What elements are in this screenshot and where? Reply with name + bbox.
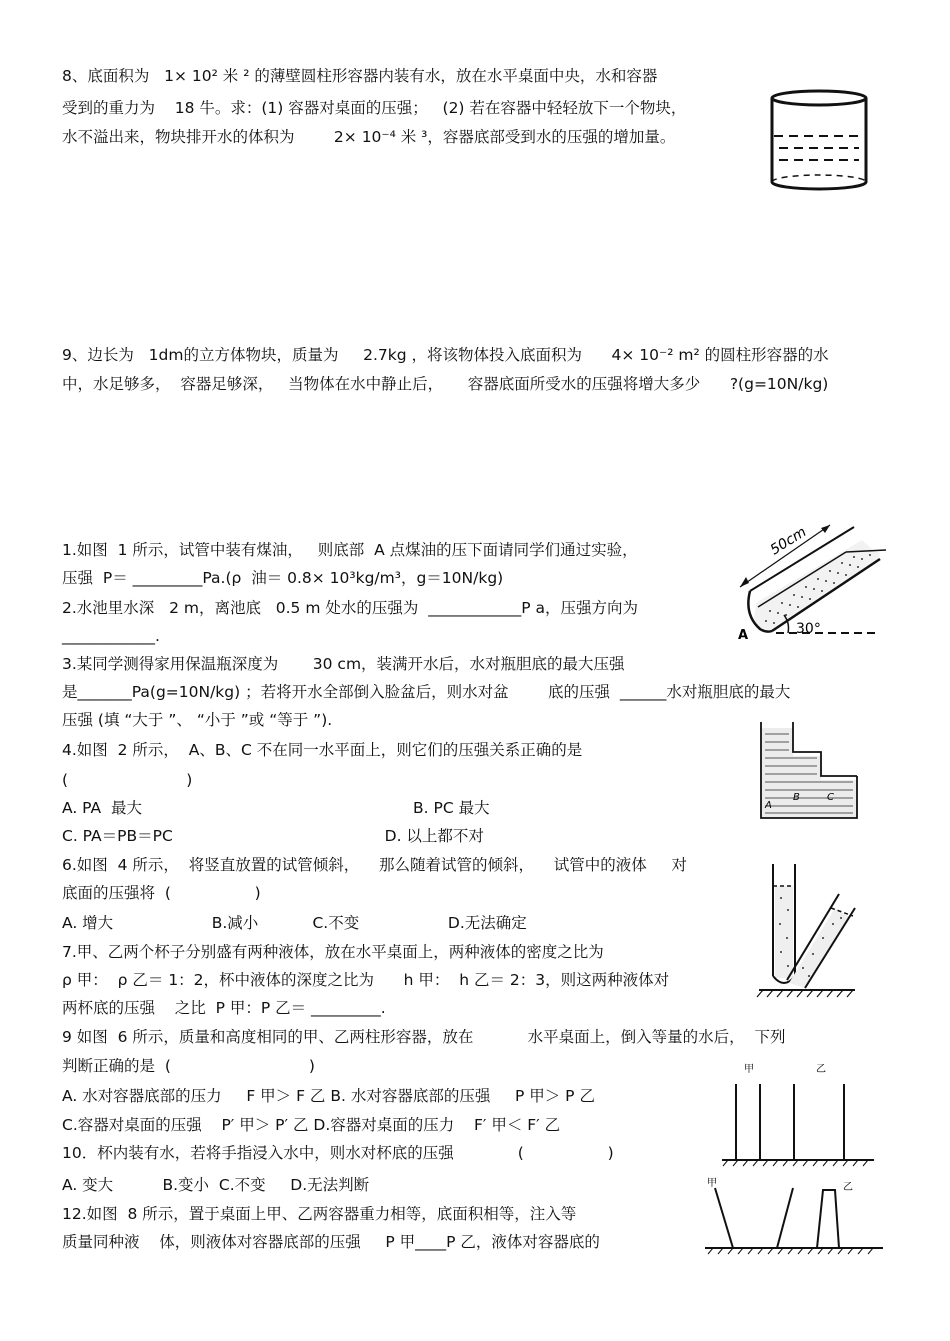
text-line: 压强 P＝ _________Pa.(ρ 油＝ 0.8× 10³kg/m³，g＝10N/kg) [62, 569, 504, 587]
text-line: 2.水池里水深 2 m，离池底 0.5 m 处水的压强为 ____________P a，压强方向为 [62, 599, 638, 617]
text-line: 判断正确的是 ( ) [62, 1057, 315, 1075]
point-a-label: A [765, 800, 772, 811]
text-line: 质量同种液 体，则液体对容器底部的压强 P 甲____P 乙，液体对容器底的 [62, 1233, 600, 1251]
text-line: 是_______Pa(g=10N/kg) ；若将开水全部倒入脸盆后，则水对盆 底的压强 ______水对瓶胆底的最大 [62, 683, 791, 701]
text-line: 水不溢出来，物块排开水的体积为 2× 10⁻⁴ 米 ³，容器底部受到水的压强的增加量。 [62, 128, 676, 146]
text-line: 受到的重力为 18 牛。求：(1) 容器对桌面的压强； (2) 若在容器中轻轻放下一个物块， [62, 99, 687, 117]
text-line: 底面的压强将 ( ) [62, 884, 261, 902]
text-line: A. PA 最大 B. PC 最大 [62, 799, 490, 817]
text-line: 10．杯内装有水，若将手指浸入水中，则水对杯底的压强 ( ) [62, 1144, 614, 1162]
two-cylinders-figure [718, 1058, 878, 1168]
text-line: 8、底面积为 1× 10² 米 ² 的薄壁圆柱形容器内装有水，放在水平桌面中央，水和容器 [62, 67, 658, 85]
point-a-label: A [738, 628, 749, 643]
container-jia-label: 甲 [707, 1178, 717, 1189]
text-line: 9 如图 6 所示，质量和高度相同的甲、乙两柱形容器，放在 水平桌面上，倒入等量的水后， 下列 [62, 1028, 786, 1046]
text-line: 9、边长为 1dm的立方体物块，质量为 2.7kg ，将该物体投入底面积为 4× 10⁻² m² 的圆柱形容器的水 [62, 346, 829, 364]
inclined-test-tube-figure [730, 515, 890, 650]
point-c-label: C [827, 792, 834, 803]
container-yi-label: 乙 [843, 1182, 853, 1193]
cylinder-container-figure [765, 86, 875, 198]
text-line: 压强 (填 “大于 ”、 “小于 ”或 “等于 ”). [62, 711, 333, 729]
text-line: A. 水对容器底部的压力 F 甲＞ F 乙 B. 水对容器底部的压强 P 甲＞ P 乙 [62, 1087, 595, 1105]
text-line: ρ 甲： ρ 乙＝ 1：2，杯中液体的深度之比为 h 甲： h 乙＝ 2：3，则这两种液体对 [62, 971, 670, 989]
text-line: 中，水足够多， 容器足够深， 当物体在水中静止后， 容器底面所受水的压强将增大多少 ?(g=10N/kg) [62, 375, 829, 393]
text-line: 3.某同学测得家用保温瓶深度为 30 cm，装满开水后，水对瓶胆底的最大压强 [62, 655, 625, 673]
text-line: 6.如图 4 所示， 将竖直放置的试管倾斜， 那么随着试管的倾斜， 试管中的液体 对 [62, 856, 687, 874]
text-line: ____________. [62, 627, 160, 645]
container-jia-label: 甲 [744, 1064, 754, 1075]
trapezoid-containers-figure [705, 1172, 885, 1257]
text-line: 两杯底的压强 之比 P 甲：P 乙＝ _________. [62, 999, 386, 1017]
text-line: 1.如图 1 所示，试管中装有煤油， 则底部 A 点煤油的压下面请同学们通过实验， [62, 541, 638, 559]
text-line: C.容器对桌面的压强 P′ 甲＞ P′ 乙 D.容器对桌面的压力 F′ 甲＜ F′ 乙 [62, 1116, 561, 1134]
text-line: A. 变大 B.变小 C.不变 D.无法判断 [62, 1176, 370, 1194]
text-line: 7.甲、乙两个杯子分别盛有两种液体，放在水平桌面上，两种液体的密度之比为 [62, 943, 604, 961]
text-line: A. 增大 B.减小 C.不变 D.无法确定 [62, 914, 527, 932]
test-tube-tilt-figure [755, 858, 860, 998]
text-line: C. PA＝PB＝PC D. 以上都不对 [62, 827, 484, 845]
container-yi-label: 乙 [816, 1064, 826, 1075]
text-line: ( ) [62, 771, 193, 789]
tube-angle-label: 30° [796, 621, 821, 637]
tube-length-label: 50cm [767, 524, 810, 559]
text-line: 12.如图 8 所示，置于桌面上甲、乙两容器重力相等，底面积相等，注入等 [62, 1205, 577, 1223]
text-line: 4.如图 2 所示， A、B、C 不在同一水平面上，则它们的压强关系正确的是 [62, 741, 583, 759]
point-b-label: B [793, 792, 800, 803]
stepped-container-figure [755, 718, 865, 823]
